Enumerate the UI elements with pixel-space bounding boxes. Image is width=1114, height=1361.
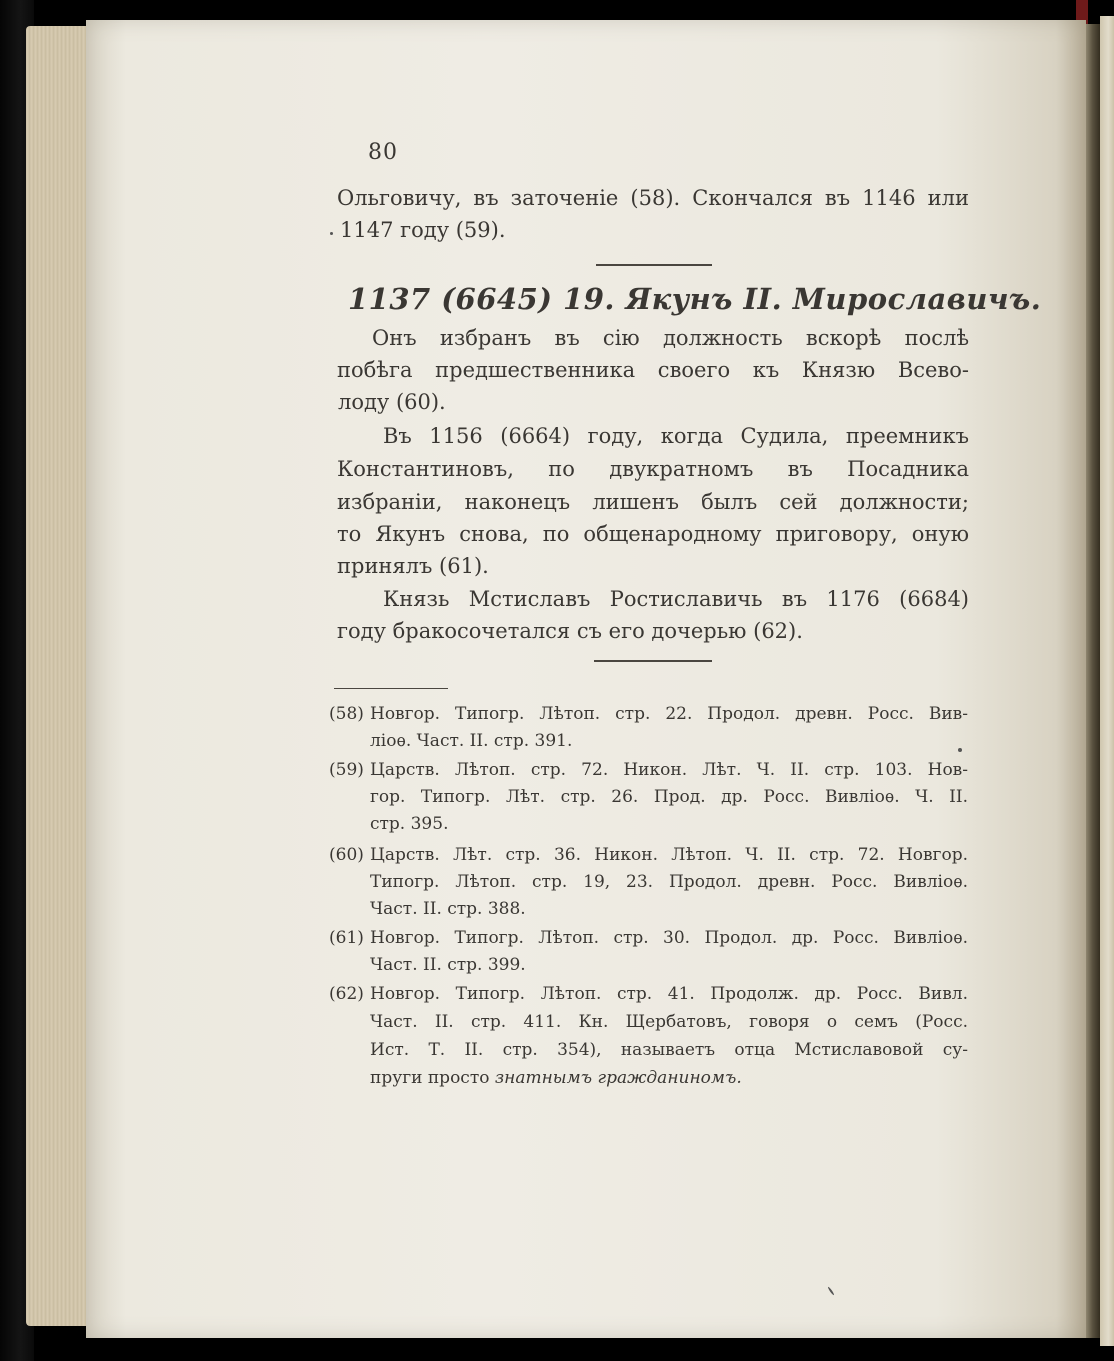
footnote-62-line-4-plain: пруги просто	[370, 1068, 495, 1088]
footnote-62-line-1: Новгор. Типогр. Лѣтоп. стр. 41. Продолж. др. Росс. Вивл.	[370, 984, 968, 1004]
print-speck	[958, 748, 962, 752]
footnote-59-line-2: гор. Типогр. Лѣт. стр. 26. Прод. др. Росс. Вивліоѳ. Ч. II.	[370, 787, 968, 807]
footnote-62-line-3: Ист. Т. II. стр. 354), называетъ отца Мстиславовой су-	[370, 1040, 968, 1060]
paragraph-2-line-4: то Якунъ снова, по общенародному приговору, оную	[337, 522, 969, 546]
intro-line-2: 1147 году (59).	[340, 218, 506, 242]
footnote-60-line-3: Част. II. стр. 388.	[370, 899, 526, 919]
intro-line-1: Ольговичу, въ заточеніе (58). Скончался въ 1146 или	[337, 186, 969, 210]
section-rule-top	[596, 264, 712, 266]
page-edges	[26, 26, 88, 1326]
footnote-61-label: (61)	[329, 928, 364, 948]
paragraph-2-line-2: Константиновъ, по двукратномъ въ Посадника	[337, 457, 969, 481]
footnote-59-line-3: стр. 395.	[370, 814, 449, 834]
footnote-62-line-4-italic: знатнымъ гражданиномъ.	[494, 1068, 742, 1088]
footnote-61-line-1: Новгор. Типогр. Лѣтоп. стр. 30. Продол. др. Росс. Вивліоѳ.	[370, 928, 968, 948]
print-speck	[330, 232, 333, 235]
paragraph-2-line-3: избраніи, наконецъ лишенъ былъ сей должности;	[337, 490, 969, 514]
page-number: 80	[368, 140, 398, 165]
footnote-60-line-2: Типогр. Лѣтоп. стр. 19, 23. Продол. древн. Росс. Вивліоѳ.	[370, 872, 968, 892]
footnote-60-line-1: Царств. Лѣт. стр. 36. Никон. Лѣтоп. Ч. II. стр. 72. Новгор.	[370, 845, 968, 865]
section-heading: 1137 (6645) 19. Якунъ II. Мирославичъ.	[348, 282, 1042, 316]
footnote-58-line-2: ліоѳ. Част. II. стр. 391.	[370, 731, 573, 751]
paragraph-3-line-1: Князь Мстиславъ Ростиславичь въ 1176 (6684)	[383, 587, 969, 611]
paragraph-2-line-5: принялъ (61).	[337, 554, 489, 578]
paragraph-1-line-2: побѣга предшественника своего къ Князю Всево-	[337, 358, 969, 382]
footnote-58-label: (58)	[329, 704, 364, 724]
footnote-61-line-2: Част. II. стр. 399.	[370, 955, 526, 975]
footnote-separator	[334, 688, 448, 689]
paragraph-1-line-1: Онъ избранъ въ сію должность вскорѣ послѣ	[372, 326, 969, 350]
paragraph-2-line-1: Въ 1156 (6664) году, когда Судила, преемникъ	[383, 424, 969, 448]
footnote-58-line-1: Новгор. Типогр. Лѣтоп. стр. 22. Продол. древн. Росс. Вив-	[370, 704, 968, 724]
paragraph-1-line-3: лоду (60).	[338, 390, 446, 414]
section-rule-bottom	[594, 660, 712, 662]
footnote-62-line-4	[370, 1068, 742, 1088]
facing-page-edge	[1100, 16, 1114, 1346]
paragraph-3-line-2: году бракосочетался съ его дочерью (62).	[337, 619, 803, 643]
footnote-60-label: (60)	[329, 845, 364, 865]
footnote-62-label: (62)	[329, 984, 364, 1004]
footnote-62-line-2: Част. II. стр. 411. Кн. Щербатовъ, говоря о семъ (Росс.	[370, 1012, 968, 1032]
book-page	[86, 20, 1086, 1338]
footnote-59-line-1: Царств. Лѣтоп. стр. 72. Никон. Лѣт. Ч. II. стр. 103. Нов-	[370, 760, 968, 780]
footnote-59-label: (59)	[329, 760, 364, 780]
